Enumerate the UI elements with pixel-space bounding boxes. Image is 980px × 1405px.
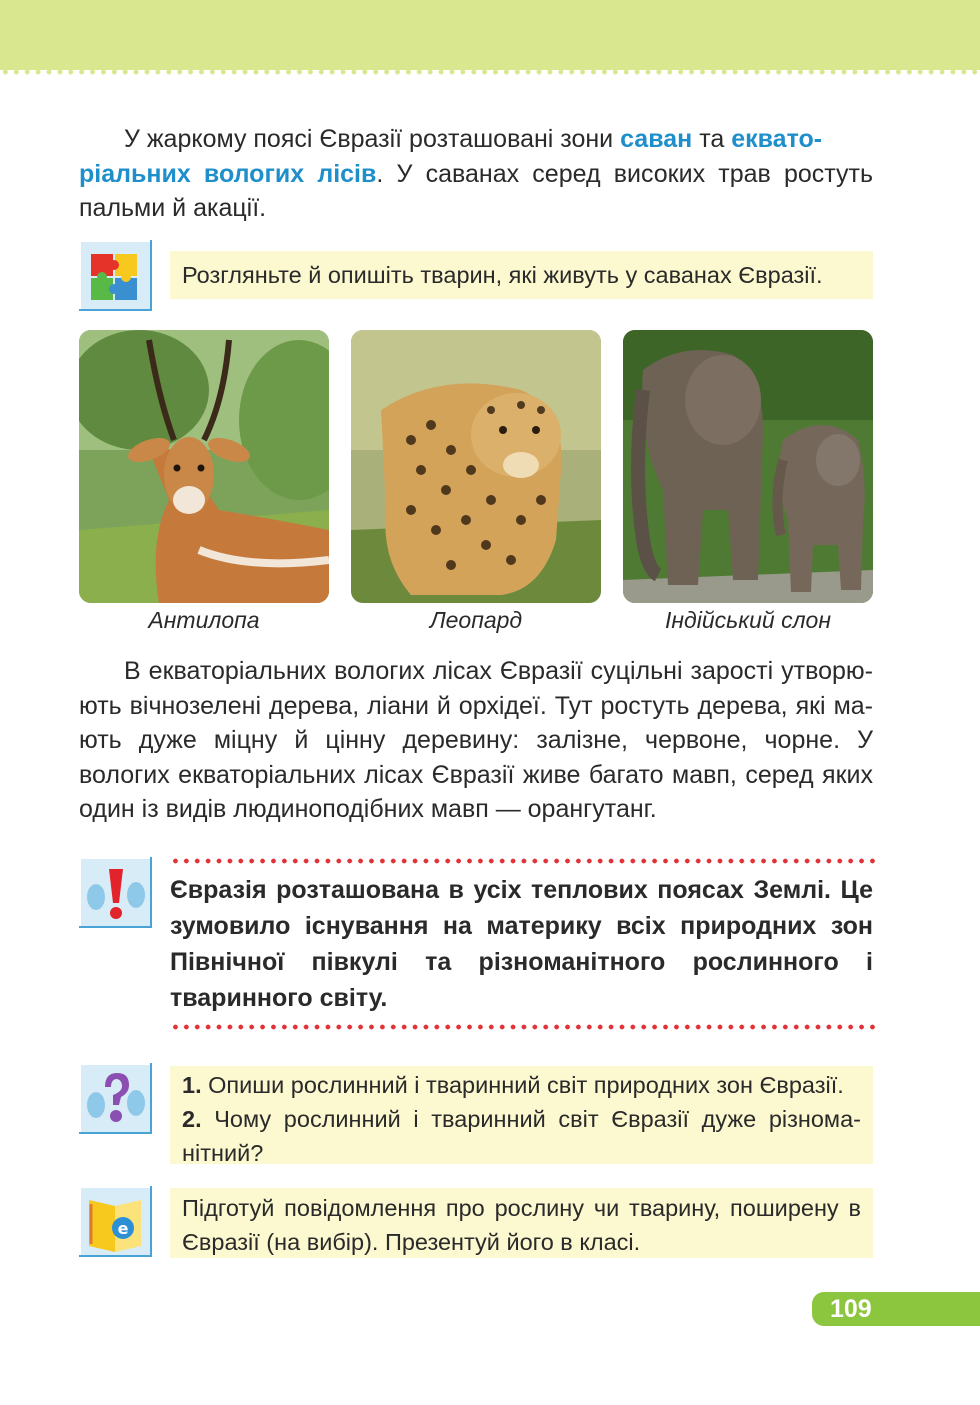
keyword-savanna: саван <box>620 125 693 153</box>
puzzle-icon <box>79 240 155 312</box>
caption-antelope: Антилопа <box>148 607 260 633</box>
keyword-rainforest-2: ріальних вологих лісів <box>79 159 377 188</box>
intro-paragraph <box>79 122 873 226</box>
exclamation-icon <box>79 857 155 929</box>
keyword-rainforest-1: еквато- <box>731 125 823 153</box>
book-e-icon <box>79 1186 155 1258</box>
questions-box <box>170 1066 873 1164</box>
important-note: Євразія розташована в усіх теплових поясах Землі. Це зумовило існування на материку всіх природних зон Північної півкулі та різноманітного рослинного і тваринного світу. <box>170 876 873 1012</box>
paragraph-text: У жаркому поясі Євразії розташовані зони <box>124 125 621 153</box>
antelope-photo <box>79 330 329 603</box>
question-number: 2. <box>182 1106 202 1132</box>
indian-elephant-photo <box>623 330 873 603</box>
question-text: Чому рослинний і тваринний світ Євразії дуже різноманітний? <box>182 1106 861 1166</box>
svg-text:e: e <box>117 1219 129 1238</box>
task-observe-animals <box>170 251 873 299</box>
caption-leopard: Леопард <box>429 607 523 633</box>
page-number: 109 <box>812 1292 980 1326</box>
caption-indian-elephant: Індійський слон <box>664 607 831 633</box>
rainforest-paragraph: В екваторіальних вологих лісах Євразії суцільні зарості утворюють вічнозелені дерева, ліани й орхідеї. Тут ростуть дерева, які мають дуже міцну й цінну деревину: залізне, червоне, чорне. У вологих екваторіальних лісах Євразії живе багато мавп, серед яких один із видів людиноподібних мавп — орангутанг. <box>79 657 873 823</box>
question-number: 1. <box>182 1072 202 1098</box>
question-2 <box>182 1102 861 1170</box>
important-dots-bottom <box>170 1023 880 1031</box>
project-task-box <box>170 1188 873 1258</box>
paragraph-text: . У саванах серед високих трав ростуть пальми й акації. <box>79 159 873 222</box>
header-band <box>0 0 980 70</box>
question-1 <box>182 1068 861 1102</box>
paragraph-text: та <box>692 125 732 153</box>
leopard-photo <box>351 330 601 603</box>
project-text: Підготуй повідомлення про рослину чи тварину, поширену в Євразії (на вибір). Презентуй його в класі. <box>182 1195 861 1255</box>
header-dotted-edge <box>0 68 980 76</box>
task-text: Розгляньте й опишіть тварин, які живуть у саванах Євразії. <box>182 262 823 288</box>
important-dots-top <box>170 857 880 865</box>
question-text: Опиши рослинний і тваринний світ природних зон Євразії. <box>201 1072 844 1098</box>
question-icon <box>79 1063 155 1135</box>
